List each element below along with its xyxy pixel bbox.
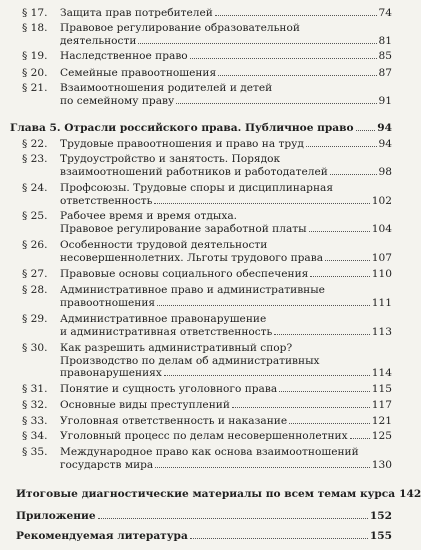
section-number: § 22.	[22, 138, 48, 150]
title-line: Основные виды преступлений	[60, 399, 230, 411]
title-line: Трудоустройство и занятость. Порядок	[60, 153, 281, 165]
title-line: и административная ответственность	[60, 325, 273, 338]
entry-title	[60, 7, 392, 20]
dot-leader	[157, 305, 370, 306]
entry-title	[60, 210, 392, 235]
entry-title	[60, 284, 392, 309]
section-number: § 20.	[22, 67, 48, 79]
page-number: 142	[399, 488, 421, 500]
title-line: Понятие и сущность уголовного права	[60, 383, 278, 395]
dot-leader	[190, 58, 377, 59]
dot-leader	[154, 203, 369, 204]
page-number: 94	[377, 122, 392, 134]
section-number: § 19.	[22, 50, 48, 62]
title-line: Наследственное право	[60, 50, 188, 62]
page-number: 125	[371, 430, 392, 442]
page-number: 81	[378, 34, 392, 47]
entry-title	[16, 530, 392, 543]
section-number: § 31.	[22, 383, 48, 395]
dot-leader	[98, 518, 368, 519]
dot-leader	[190, 538, 368, 539]
title-line: правоотношения	[60, 296, 156, 309]
entry-title	[60, 82, 392, 107]
dot-leader	[350, 438, 370, 439]
page-number: 104	[371, 222, 392, 235]
section-number: § 17.	[22, 7, 48, 19]
section-number: § 27.	[22, 268, 48, 280]
dot-leader	[232, 407, 370, 408]
title-line: Уголовная ответственность и наказание	[60, 415, 288, 427]
title-line: Правовое регулирование заработной платы	[60, 222, 307, 235]
dot-leader	[279, 391, 370, 392]
entry-title	[60, 22, 392, 47]
title-line: взаимоотношений работников и работодателей	[60, 165, 328, 178]
title-line: Правовое регулирование образовательной	[60, 22, 300, 34]
title-line: Трудовые правоотношения и право на труд	[60, 138, 304, 150]
section-number: § 28.	[22, 284, 48, 296]
title-line: Административное право и административные	[60, 284, 325, 296]
entry-title	[60, 239, 392, 264]
title-line: ответственность	[60, 194, 153, 207]
title-line: Итоговые диагностические материалы по всем темам курса	[16, 488, 396, 500]
section-number: § 23.	[22, 153, 48, 165]
title-line: Глава 5. Отрасли российского права. Публичное право	[10, 122, 354, 134]
dot-leader	[274, 334, 369, 335]
page-number: 113	[371, 325, 392, 338]
dot-leader	[289, 423, 370, 424]
entry-title	[16, 488, 421, 501]
title-line: Рекомендуемая литература	[16, 530, 188, 542]
page-number: 114	[371, 367, 392, 380]
entry-title	[60, 138, 392, 151]
page-number: 152	[369, 510, 392, 522]
title-line: Правовые основы социального обеспечения	[60, 268, 309, 280]
entry-title	[60, 50, 392, 63]
title-line: по семейному праву	[60, 94, 175, 107]
dot-leader	[306, 146, 377, 147]
section-number: § 35.	[22, 446, 48, 458]
entry-title	[60, 182, 392, 207]
page-number: 121	[371, 415, 392, 427]
title-line: Приложение	[16, 510, 96, 522]
dot-leader	[310, 276, 369, 277]
page-number: 87	[378, 67, 392, 79]
title-line: Уголовный процесс по делам несовершеннолетних	[60, 430, 348, 442]
entry-title	[60, 342, 392, 380]
dot-leader	[138, 43, 376, 44]
title-line: несовершеннолетних. Льготы трудового права	[60, 251, 324, 264]
entry-title	[10, 122, 392, 135]
title-line: Административное правонарушение	[60, 313, 267, 325]
title-line: правонарушениях	[60, 367, 162, 380]
section-number: § 30.	[22, 342, 48, 354]
dot-leader	[330, 174, 377, 175]
dot-leader	[325, 260, 370, 261]
entry-title	[60, 383, 392, 396]
dot-leader	[218, 75, 376, 76]
page-number: 94	[378, 138, 392, 150]
entry-title	[60, 430, 392, 443]
dot-leader	[164, 375, 370, 376]
dot-leader	[155, 467, 370, 468]
title-line: деятельности	[60, 34, 137, 47]
title-line: Как разрешить административный спор?	[60, 342, 293, 354]
section-number: § 18.	[22, 22, 48, 34]
entry-title	[60, 415, 392, 428]
title-line: Международное право как основа взаимоотношений	[60, 446, 359, 458]
page-number: 155	[369, 530, 392, 542]
title-line: Взаимоотношения родителей и детей	[60, 82, 273, 94]
section-number: § 33.	[22, 415, 48, 427]
title-line: Профсоюзы. Трудовые споры и дисциплинарная	[60, 182, 334, 194]
page-number: 117	[371, 399, 392, 411]
page-number: 98	[378, 165, 392, 178]
title-line: Особенности трудовой деятельности	[60, 239, 268, 251]
dot-leader	[309, 231, 370, 232]
section-number: § 29.	[22, 313, 48, 325]
section-number: § 32.	[22, 399, 48, 411]
section-number: § 25.	[22, 210, 48, 222]
page-number: 102	[371, 194, 392, 207]
page-number: 111	[371, 296, 392, 309]
page-number: 115	[371, 383, 392, 395]
entry-title	[60, 313, 392, 338]
section-number: § 21.	[22, 82, 48, 94]
entry-title	[60, 446, 392, 471]
section-number: § 34.	[22, 430, 48, 442]
title-line: Семейные правоотношения	[60, 67, 217, 79]
title-line: Защита прав потребителей	[60, 7, 213, 19]
title-line: Рабочее время и время отдыха.	[60, 210, 238, 222]
page-number: 74	[378, 7, 392, 19]
entry-title	[16, 510, 392, 523]
dot-leader	[356, 130, 376, 131]
entry-title	[60, 153, 392, 178]
page-number: 110	[371, 268, 392, 280]
entry-title	[60, 67, 392, 80]
page-number: 85	[378, 50, 392, 62]
entry-title	[60, 399, 392, 412]
dot-leader	[176, 103, 376, 104]
title-line: Производство по делам об административных	[60, 354, 320, 367]
page-number: 91	[378, 94, 392, 107]
section-number: § 24.	[22, 182, 48, 194]
dot-leader	[215, 15, 377, 16]
entry-title	[60, 268, 392, 281]
page-number: 130	[371, 458, 392, 471]
title-line: государств мира	[60, 458, 154, 471]
section-number: § 26.	[22, 239, 48, 251]
page-number: 107	[371, 251, 392, 264]
